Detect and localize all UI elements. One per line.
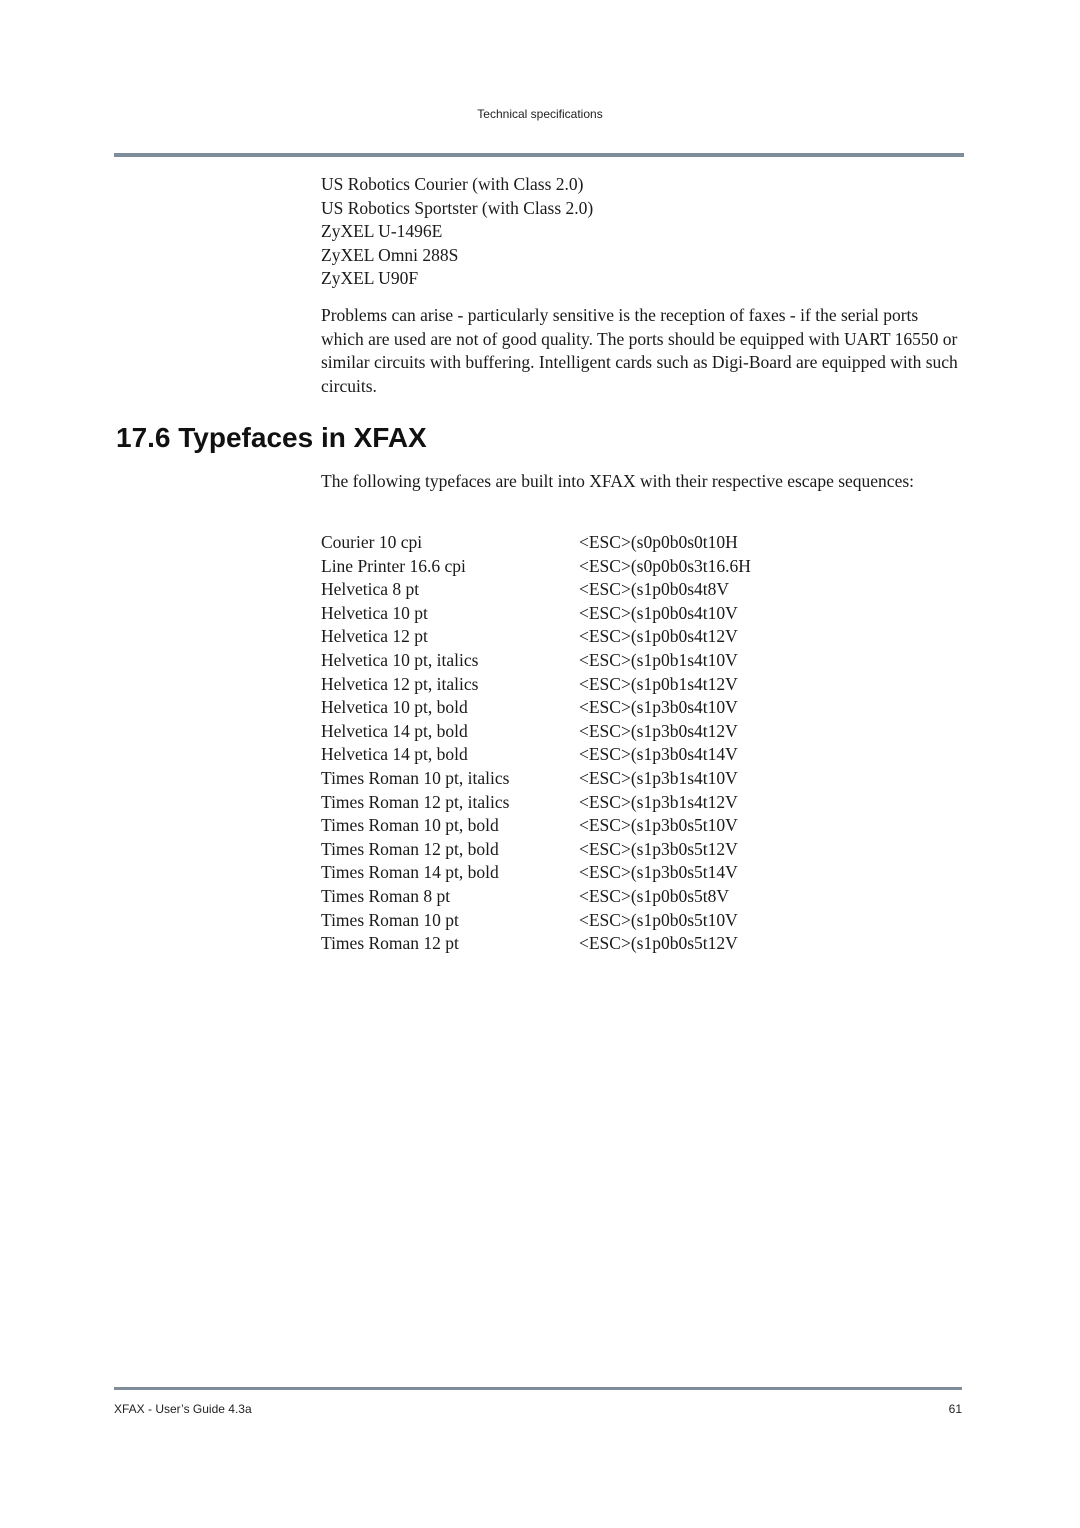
table-row [321,673,751,697]
escape-sequence: <ESC>(s0p0b0s3t16.6H [579,555,751,576]
typeface-name: Times Roman 10 pt, italics [321,767,510,788]
escape-sequence: <ESC>(s0p0b0s0t10H [579,532,738,552]
table-row [321,649,751,673]
typeface-name: Courier 10 cpi [321,532,423,552]
problems-paragraph: Problems can arise - particularly sensitive is the reception of faxes - if the serial ports which are used are not of good quality. The ports should be equipped with UART 16550 or similar circuits with buffering. Intelligent cards such as Digi-Board are equipped with such circuits. [321,305,958,396]
table-row [321,909,751,933]
typeface-name: Times Roman 14 pt, bold [321,862,499,883]
list-item: US Robotics Courier (with Class 2.0) [321,174,584,194]
header-rule [114,153,964,157]
typeface-name: Helvetica 12 pt [321,626,428,647]
escape-sequence: <ESC>(s1p0b0s5t8V [579,885,730,906]
section-heading: 17.6 Typefaces in XFAX [116,422,427,453]
escape-sequence: <ESC>(s1p3b0s4t14V [579,744,738,765]
escape-sequence: <ESC>(s1p3b0s5t10V [579,815,738,836]
typeface-name: Times Roman 12 pt [321,933,459,954]
escape-sequence: <ESC>(s1p0b1s4t12V [579,673,738,694]
escape-sequence: <ESC>(s1p0b0s4t8V [579,579,730,600]
typeface-name: Helvetica 10 pt, bold [321,697,468,718]
table-row [321,861,751,885]
typeface-name: Times Roman 10 pt [321,909,459,930]
table-row [321,696,751,720]
typeface-name: Line Printer 16.6 cpi [321,555,466,576]
running-header: Technical specifications [477,107,603,121]
escape-sequence: <ESC>(s1p0b0s4t10V [579,602,738,623]
escape-sequence: <ESC>(s1p0b0s5t10V [579,909,738,930]
table-row [321,814,751,838]
page-number: 61 [948,1402,962,1416]
typeface-name: Helvetica 12 pt, italics [321,673,479,694]
table-row [321,720,751,744]
escape-sequence: <ESC>(s1p0b0s4t12V [579,626,738,647]
table-row [321,555,751,579]
typeface-name: Times Roman 12 pt, bold [321,838,499,859]
typeface-name: Helvetica 14 pt, bold [321,720,468,741]
escape-sequence: <ESC>(s1p3b0s4t10V [579,697,738,718]
typeface-name: Helvetica 10 pt, italics [321,649,479,670]
table-row [321,767,751,791]
escape-sequence: <ESC>(s1p3b0s5t12V [579,838,738,859]
escape-sequence: <ESC>(s1p0b1s4t10V [579,649,738,670]
escape-sequence: <ESC>(s1p0b0s5t12V [579,933,738,954]
table-row [321,602,751,626]
table-row [321,791,751,815]
list-item: ZyXEL U90F [321,268,419,288]
typeface-name: Helvetica 14 pt, bold [321,744,468,765]
typeface-table [321,531,751,956]
table-row [321,838,751,862]
table-row [321,625,751,649]
list-item: ZyXEL Omni 288S [321,244,459,265]
footer-guide-title: XFAX - User’s Guide 4.3a [114,1402,252,1416]
table-row [321,743,751,767]
typeface-name: Times Roman 10 pt, bold [321,815,499,836]
footer-rule [114,1387,962,1390]
escape-sequence: <ESC>(s1p3b1s4t12V [579,791,738,812]
list-item: ZyXEL U-1496E [321,221,443,241]
table-row [321,578,751,602]
table-row [321,531,751,555]
typeface-name: Helvetica 8 pt [321,579,420,600]
typeface-name: Times Roman 12 pt, italics [321,791,510,812]
table-row [321,932,751,956]
typeface-name: Helvetica 10 pt [321,602,428,623]
typeface-name: Times Roman 8 pt [321,885,451,906]
table-row [321,885,751,909]
escape-sequence: <ESC>(s1p3b0s4t12V [579,720,738,741]
modem-list [321,173,593,291]
escape-sequence: <ESC>(s1p3b1s4t10V [579,767,738,788]
list-item: US Robotics Sportster (with Class 2.0) [321,197,594,218]
escape-sequence: <ESC>(s1p3b0s5t14V [579,862,738,883]
section-intro: The following typefaces are built into XFAX with their respective escape sequences: [321,471,915,491]
